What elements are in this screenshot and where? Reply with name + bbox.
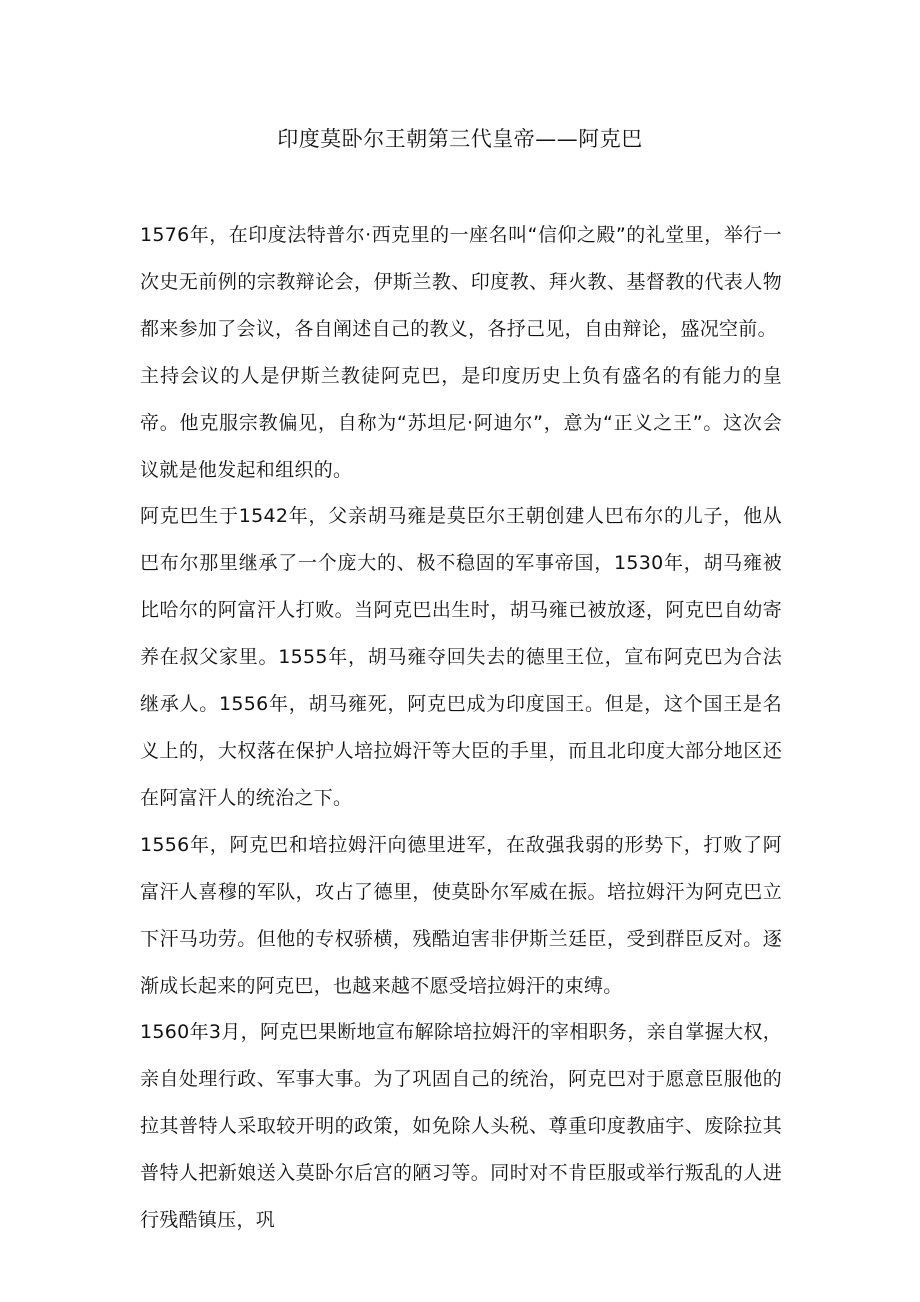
paragraph: 1560年3月，阿克巴果断地宣布解除培拉姆汗的宰相职务，亲自掌握大权，亲自处理行政、军事大事。为了巩固自己的统治，阿克巴对于愿意臣服他的拉其普特人采取较开明的政策，如免除人头税、尊重印度教庙宇、废除拉其普特人把新娘送入莫卧尔后宫的陋习等。同时对不肯臣服或举行叛乱的人进行残酷镇压，巩 (140, 1021, 782, 1232)
page-title: 印度莫卧尔王朝第三代皇帝——阿克巴 (277, 127, 643, 151)
article-body (140, 212, 782, 1244)
paragraph: 1576年，在印度法特普尔·西克里的一座名叫“信仰之殿”的礼堂里，举行一次史无前例的宗教辩论会，伊斯兰教、印度教、拜火教、基督教的代表人物都来参加了会议，各自阐述自己的教义，各抒己见，自由辩论，盛况空前。 (140, 224, 782, 340)
paragraph: 1556年，阿克巴和培拉姆汗向德里进军，在敌强我弱的形势下，打败了阿富汗人喜穆的军队，攻占了德里，使莫卧尔军威在振。培拉姆汗为阿克巴立下汗马功劳。但他的专权骄横，残酷迫害非伊斯兰廷臣，受到群臣反对。逐渐成长起来的阿克巴，也越来越不愿受培拉姆汗的束缚。 (140, 833, 782, 997)
paragraph: 阿克巴生于1542年，父亲胡马雍是莫臣尔王朝创建人巴布尔的儿子，他从巴布尔那里继承了一个庞大的、极不稳固的军事帝国，1530年，胡马雍被比哈尔的阿富汗人打败。当阿克巴出生时，胡马雍已被放逐，阿克巴自幼寄养在叔父家里。1555年，胡马雍夺回失去的德里王位，宣布阿克巴为合法继承人。1556年，胡马雍死，阿克巴成为印度国王。但是，这个国王是名义上的，大权落在保护人培拉姆汗等大臣的手里，而且北印度大部分地区还在阿富汗人的统治之下。 (140, 505, 782, 809)
paragraph: 主持会议的人是伊斯兰教徒阿克巴，是印度历史上负有盛名的有能力的皇帝。他克服宗教偏见，自称为“苏坦尼·阿迪尔”，意为“正义之王”。这次会议就是他发起和组织的。 (140, 364, 782, 481)
